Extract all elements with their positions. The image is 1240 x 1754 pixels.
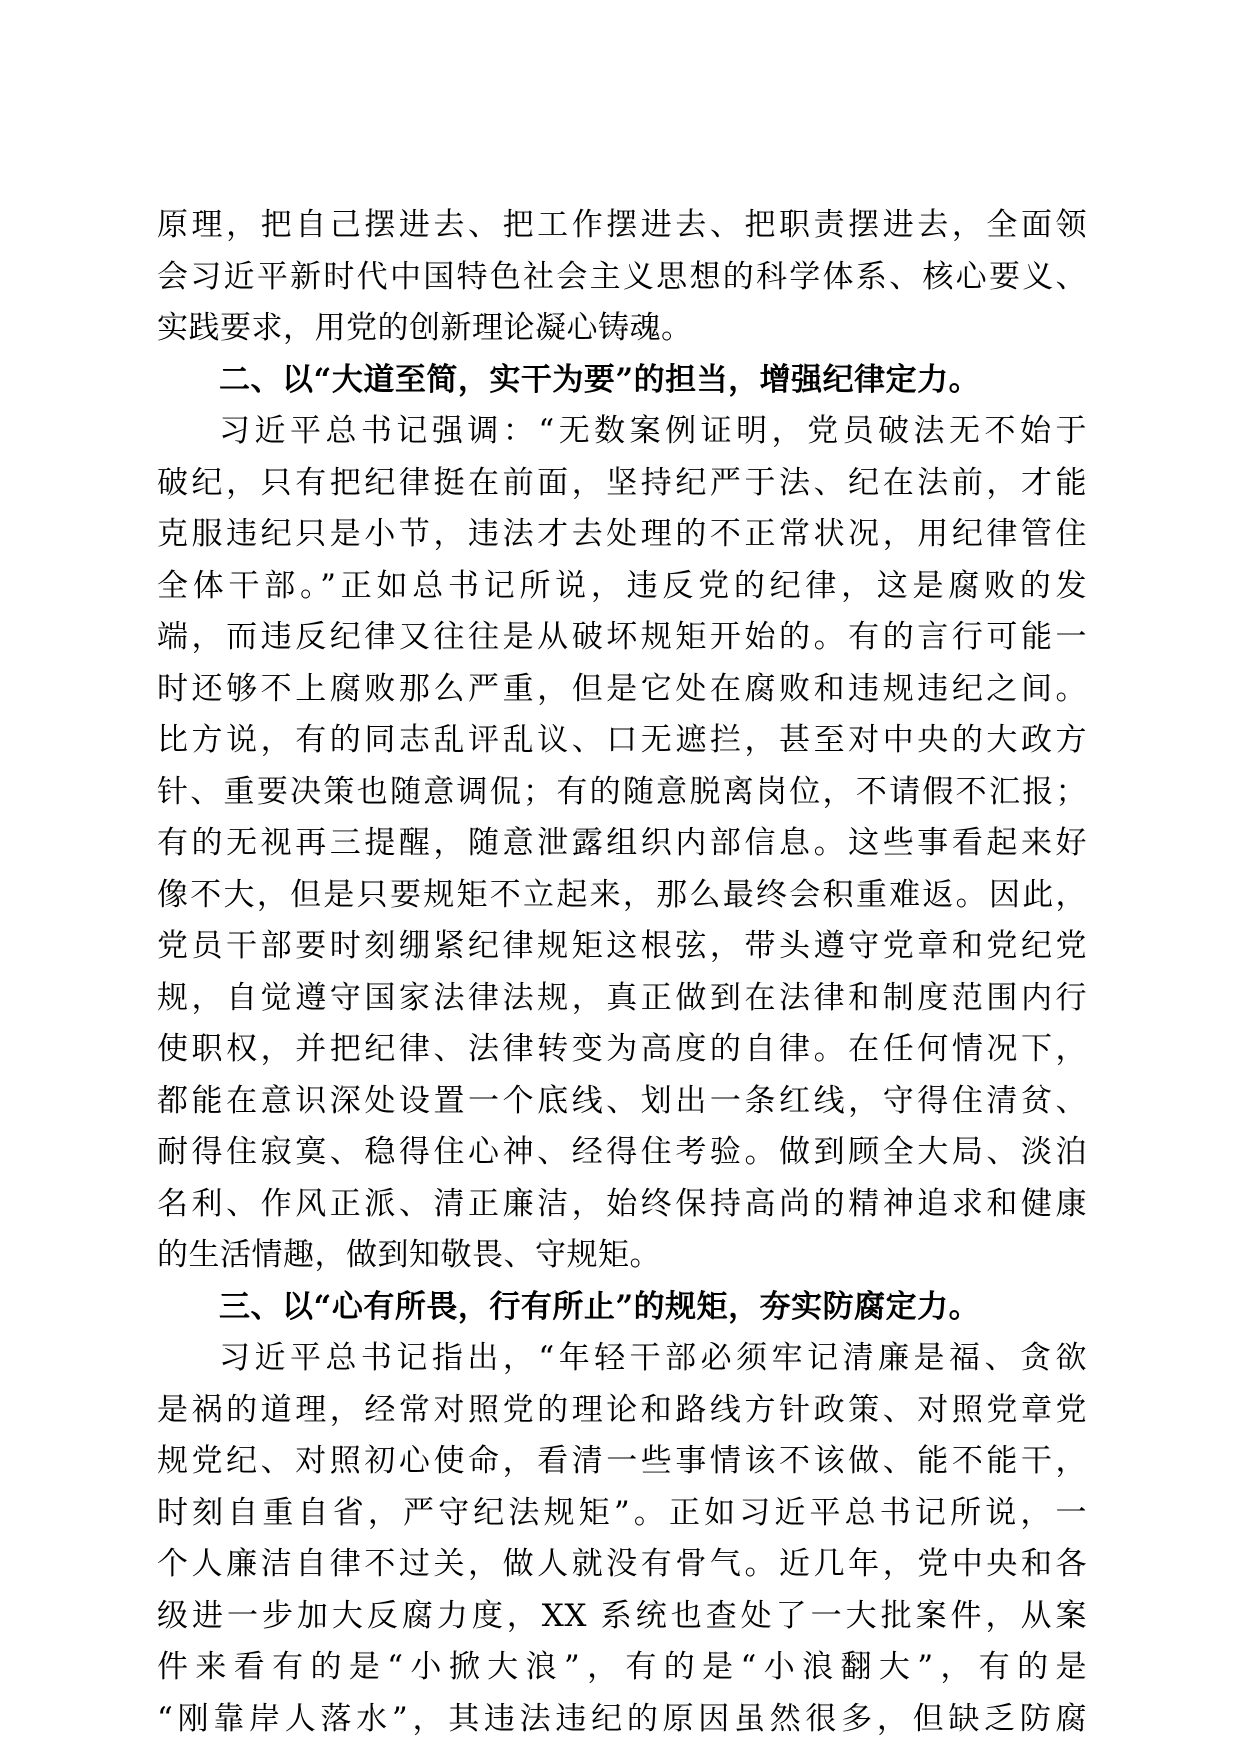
section-heading-2: 二、以“大道至简，实干为要”的担当，增强纪律定力。 [219, 361, 981, 398]
text-line: 像不大，但是只要规矩不立起来，那么最终会积重难返。因此， [157, 876, 1087, 913]
text-line: 比方说，有的同志乱评乱议、口无遮拦，甚至对中央的大政方 [157, 722, 1087, 758]
text-line: 级进一步加大反腐力度，XX 系统也查处了一大批案件，从案 [157, 1597, 1087, 1634]
text-line: 克服违纪只是小节，违法才去处理的不正常状况，用纪律管住 [157, 516, 1087, 552]
text-line: 的生活情趣，做到知敬畏、守规矩。 [157, 1237, 661, 1273]
text-line: 件来看有的是“小掀大浪”，有的是“小浪翻大”，有的是 [157, 1649, 1087, 1685]
text-line: 规，自觉遵守国家法律法规，真正做到在法律和制度范围内行 [157, 979, 1087, 1016]
section-heading-3: 三、以“心有所畏，行有所止”的规矩，夯实防腐定力。 [219, 1288, 981, 1325]
text-line: “刚靠岸人落水”，其违法违纪的原因虽然很多，但缺乏防腐 [157, 1700, 1087, 1737]
paragraph-discipline [157, 406, 1087, 1282]
text-line: 规党纪、对照初心使命，看清一些事情该不该做、能不能干， [157, 1443, 1087, 1479]
text-line: 都能在意识深处设置一个底线、划出一条红线，守得住清贫、 [157, 1082, 1087, 1119]
text-line: 会习近平新时代中国特色社会主义思想的科学体系、核心要义、 [157, 258, 1087, 295]
text-line: 时还够不上腐败那么严重，但是它处在腐败和违规违纪之间。 [157, 670, 1087, 707]
text-line: 是祸的道理，经常对照党的理论和路线方针政策、对照党章党 [157, 1391, 1087, 1428]
text-line: 端，而违反纪律又往往是从破坏规矩开始的。有的言行可能一 [157, 619, 1087, 655]
text-line: 个人廉洁自律不过关，做人就没有骨气。近几年，党中央和各 [157, 1546, 1087, 1582]
text-line: 习近平总书记指出，“年轻干部必须牢记清廉是福、贪欲 [219, 1340, 1087, 1376]
text-line: 有的无视再三提醒，随意泄露组织内部信息。这些事看起来好 [157, 825, 1087, 861]
text-line: 使职权，并把纪律、法律转变为高度的自律。在任何情况下， [157, 1031, 1087, 1067]
paragraph-continuation [157, 200, 1087, 355]
text-line: 党员干部要时刻绷紧纪律规矩这根弦，带头遵守党章和党纪党 [157, 928, 1087, 964]
text-line: 针、重要决策也随意调侃；有的随意脱离岗位，不请假不汇报； [157, 773, 1087, 810]
text-line: 全体干部。”正如总书记所说，违反党的纪律，这是腐败的发 [157, 567, 1087, 604]
text-line: 实践要求，用党的创新理论凝心铸魂。 [157, 310, 693, 346]
text-line: 时刻自重自省，严守纪法规矩”。正如习近平总书记所说，一 [157, 1494, 1087, 1531]
text-line: 耐得住寂寞、稳得住心神、经得住考验。做到顾全大局、淡泊 [157, 1134, 1087, 1170]
document-page [157, 200, 1087, 1745]
paragraph-anti-corruption [157, 1333, 1087, 1745]
text-line: 名利、作风正派、清正廉洁，始终保持高尚的精神追求和健康 [157, 1185, 1087, 1222]
text-line: 原理，把自己摆进去、把工作摆进去、把职责摆进去，全面领 [157, 207, 1087, 243]
text-line: 破纪，只有把纪律挺在前面，坚持纪严于法、纪在法前，才能 [157, 464, 1087, 501]
text-line: 习近平总书记强调：“无数案例证明，党员破法无不始于 [219, 413, 1087, 449]
